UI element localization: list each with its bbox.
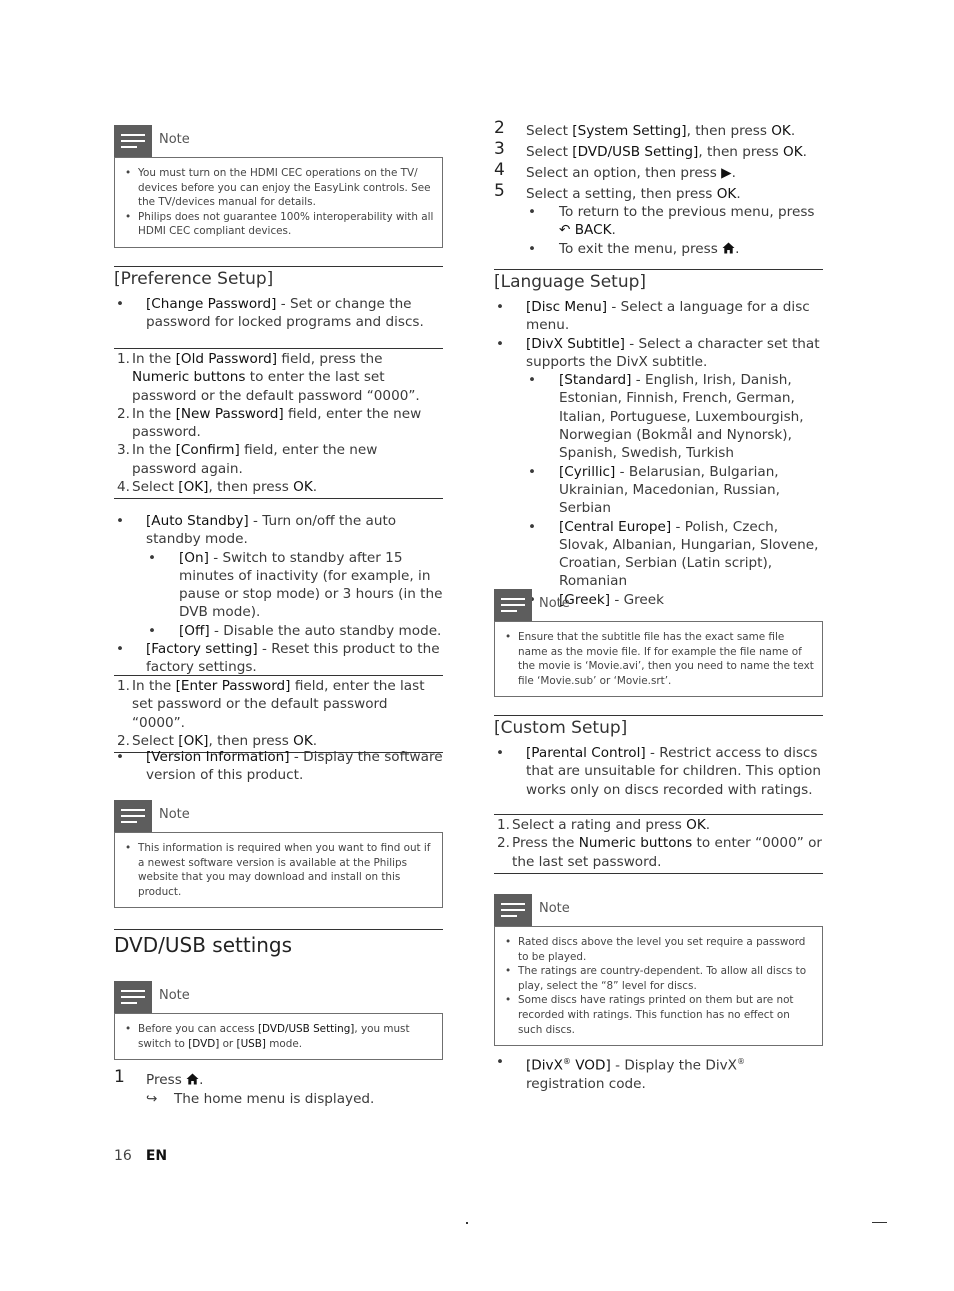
step-3: 3 Select [DVD/USB Setting], then press OK. <box>494 139 807 160</box>
central-europe-item: • [Central Europe] - Polish, Czech, Slovak, Albanian, Hungarian, Slovene, Croatian, Serbian (Latin script), Romanian <box>494 518 823 591</box>
note-body <box>494 926 823 1046</box>
note-item: • The ratings are country-dependent. To allow all discs to play, select the “8” level for discs. <box>505 964 814 993</box>
change-password-item <box>114 295 443 332</box>
note-body <box>114 832 443 908</box>
note-software-version <box>114 800 443 908</box>
back-icon: ↶ <box>559 222 571 239</box>
section-title: [Custom Setup] <box>494 718 628 738</box>
step-item: 4. Select [OK], then press OK. <box>117 479 318 496</box>
note-icon <box>114 800 152 832</box>
note-title: Note <box>159 132 190 147</box>
note-title: Note <box>159 988 190 1003</box>
section-title: [Preference Setup] <box>114 269 274 289</box>
note-item: • Rated discs above the level you set require a password to be played. <box>505 935 814 964</box>
note-dvd-usb-access <box>114 981 443 1060</box>
page-number: 16 <box>114 1148 132 1164</box>
note-subtitle-file <box>494 589 823 697</box>
result-line: ↪ The home menu is displayed. <box>146 1091 375 1108</box>
divx-vod-item: • [DivX® VOD] - Display the DivX® registration code. <box>494 1053 823 1093</box>
step-item: 2. Press the Numeric buttons to enter “0000” or the last set password. <box>497 835 822 870</box>
play-icon: ▶ <box>721 165 732 181</box>
factory-steps <box>114 675 443 753</box>
note-item: • Philips does not guarantee 100% interoperability with all HDMI CEC compliant devices. <box>125 210 434 239</box>
off-item: • [Off] - Disable the auto standby mode. <box>114 622 443 640</box>
crop-mark <box>466 1222 468 1224</box>
page-footer <box>114 1148 167 1164</box>
step-number: 1 <box>114 1067 125 1087</box>
step-5: 5 Select a setting, then press OK. <box>494 181 741 202</box>
note-body <box>114 157 443 248</box>
note-body <box>114 1013 443 1060</box>
step-item: 2. In the [New Password] field, enter the new password. <box>117 405 422 441</box>
home-icon <box>186 1072 199 1090</box>
note-icon <box>114 125 152 157</box>
parental-steps <box>494 814 823 874</box>
note-item: • You must turn on the HDMI CEC operations on the TV/ devices before you can enjoy the EasyLink controls. See the TV/devices manual for details. <box>125 166 434 210</box>
note-item: • Ensure that the subtitle file has the exact same file name as the movie file. If for example the file name of the movie is ‘Movie.avi’, then you need to name the text file ‘Movie.sub’ or ‘Movie.srt’. <box>505 630 814 688</box>
step-2: 2 Select [System Setting], then press OK. <box>494 118 796 139</box>
section-title: [Language Setup] <box>494 272 647 292</box>
note-title: Note <box>159 807 190 822</box>
password-steps <box>114 348 443 499</box>
section-language-setup <box>494 269 823 292</box>
language-options <box>494 298 823 609</box>
note-item: • Some discs have ratings printed on them but are not recorded with ratings. This function has no effect on such discs. <box>505 993 814 1037</box>
note-body <box>494 621 823 697</box>
option-label: [Change Password] <box>146 296 277 312</box>
crop-mark <box>872 1222 887 1223</box>
note-title: Note <box>539 901 570 916</box>
note-icon <box>114 981 152 1013</box>
dvd-usb-settings-title: DVD/USB settings <box>114 929 443 957</box>
language-code: EN <box>145 1148 168 1164</box>
version-info-item: • [Version Information] - Display the software version of this product. <box>114 748 443 785</box>
note-hdmi-cec <box>114 125 443 248</box>
parental-control-item: • [Parental Control] - Restrict access to discs that are unsuitable for children. This option works only on discs recorded with ratings. <box>494 744 823 799</box>
step-item: 1. Select a rating and press OK. <box>497 817 711 833</box>
cyrillic-item: • [Cyrillic] - Belarusian, Bulgarian, Ukrainian, Macedonian, Russian, Serbian <box>494 463 823 518</box>
note-ratings <box>494 894 823 1046</box>
greek-item: • [Greek] - Greek <box>494 591 823 609</box>
on-item: • [On] - Switch to standby after 15 minutes of inactivity (for example, in pause or stop mode) or 3 hours (in the DVB mode). <box>114 549 443 622</box>
auto-standby-block <box>114 512 443 677</box>
step-item: 1. In the [Old Password] field, press the Numeric buttons to enter the last set password or the default password “0000”. <box>117 351 420 404</box>
note-item: • This information is required when you want to find out if a newest software version is available at the Philips website that you may download and install on this product. <box>125 841 434 899</box>
step-4: 4 Select an option, then press ▶. <box>494 160 736 181</box>
option-desc: - Set or change the password for locked programs and discs. <box>146 296 424 331</box>
return-item: • To return to the previous menu, press ↶ BACK. <box>494 203 823 240</box>
step-5-subitems <box>494 203 823 259</box>
step-item: 3. In the [Confirm] field, enter the new password again. <box>117 442 378 477</box>
result-arrow-icon: ↪ <box>146 1091 158 1108</box>
step-item: 1. In the [Enter Password] field, enter the last set password or the default password “0000”. <box>117 678 425 731</box>
note-header <box>114 125 443 157</box>
section-preference-setup <box>114 266 443 289</box>
note-icon <box>494 894 532 926</box>
divx-subtitle-item: • [DivX Subtitle] - Select a character set that supports the DivX subtitle. <box>494 335 823 372</box>
standard-item: • [Standard] - English, Irish, Danish, Estonian, Finnish, French, German, Italian, Portuguese, Luxembourgish, Norwegian (Bokmål and Nynorsk), Spanish, Swedish, Turkish <box>494 371 823 462</box>
exit-item: • To exit the menu, press . <box>494 240 823 259</box>
section-custom-setup <box>494 715 823 738</box>
step-1: 1 Press . ↪ The home menu is displayed. <box>114 1071 443 1109</box>
home-icon <box>722 241 735 259</box>
step-item: 2. Select [OK], then press OK. <box>117 732 318 749</box>
factory-setting-item: • [Factory setting] - Reset this product to the factory settings. <box>114 640 443 677</box>
note-item: • Before you can access [DVD/USB Setting], you must switch to [DVD] or [USB] mode. <box>125 1022 434 1051</box>
note-icon <box>494 589 532 621</box>
disc-menu-item: • [Disc Menu] - Select a language for a disc menu. <box>494 298 823 335</box>
auto-standby-item: • [Auto Standby] - Turn on/off the auto standby mode. <box>114 512 443 549</box>
note-title: Note <box>539 596 570 611</box>
